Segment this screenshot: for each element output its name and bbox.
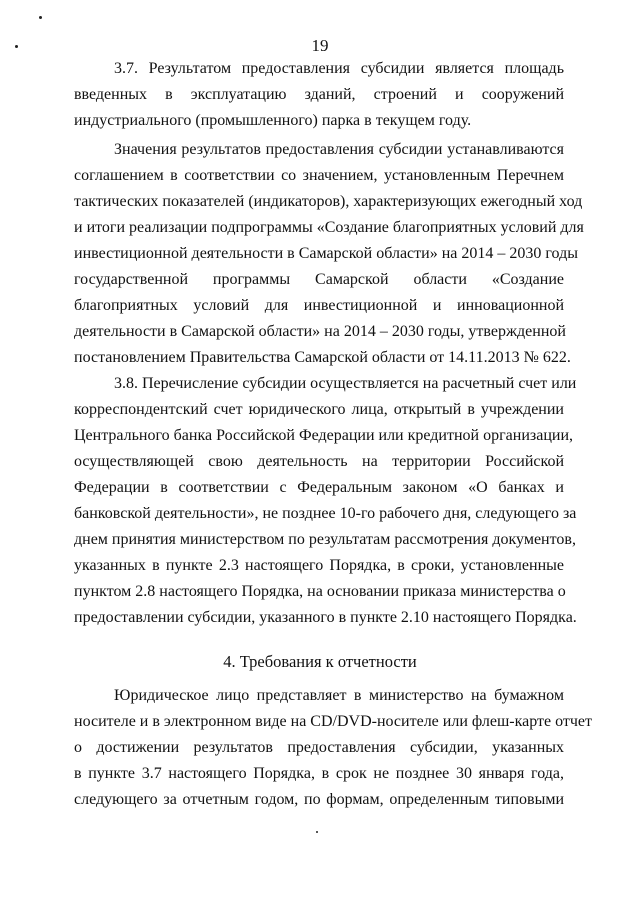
text-line: 3.7. Результатом предоставления субсидии является площадь — [114, 60, 564, 77]
text-line: предоставлении субсидии, указанного в пункте 2.10 настоящего Порядка. — [74, 609, 577, 626]
text-line: носителе и в электронном виде на CD/DVD-носителе или флеш-карте отчет — [74, 713, 593, 730]
text-line: следующего за отчетным годом, по формам, определенным типовыми — [74, 791, 564, 808]
text-line: постановлением Правительства Самарской области от 14.11.2013 № 622. — [74, 349, 571, 366]
text-line: корреспондентский счет юридического лица, открытый в учреждении — [74, 401, 564, 418]
text-line: деятельности в Самарской области» на 2014 – 2030 годы, утвержденной — [74, 323, 566, 340]
text-line: днем принятия министерством по результатам рассмотрения документов, — [74, 531, 576, 548]
text-line: Федерации в соответствии с Федеральным законом «О банках и — [74, 479, 564, 496]
text-line: соглашением в соответствии со значением, установленным Перечнем — [74, 167, 564, 184]
paragraph-result-values — [74, 137, 584, 371]
text-line: индустриального (промышленного) парка в текущем году. — [74, 112, 472, 129]
text-line: указанных в пункте 2.3 настоящего Порядка, в сроки, установленные — [74, 557, 564, 574]
text-line: Значения результатов предоставления субсидии устанавливаются — [114, 141, 564, 158]
scan-speck — [316, 831, 318, 833]
text-line: 3.8. Перечисление субсидии осуществляется на расчетный счет или — [114, 375, 577, 392]
section-heading: 4. Требования к отчетности — [223, 652, 417, 671]
text-line: тактических показателей (индикаторов), характеризующих ежегодный ход — [74, 193, 583, 210]
text-line: инвестиционной деятельности в Самарской области» на 2014 – 2030 годы — [74, 245, 578, 262]
paragraph-3-7 — [74, 56, 564, 134]
paragraph-4 — [74, 683, 593, 813]
text-line: Центрального банка Российской Федерации или кредитной организации, — [74, 427, 573, 444]
text-line: введенных в эксплуатацию зданий, строений и сооружений — [74, 86, 564, 103]
text-line: Юридическое лицо представляет в министерство на бумажном — [114, 687, 564, 704]
text-line: банковской деятельности», не позднее 10-го рабочего дня, следующего за — [74, 505, 577, 522]
text-line: благоприятных условий для инвестиционной и инновационной — [74, 297, 564, 314]
paragraph-3-8 — [74, 371, 577, 631]
text-line: осуществляющей свою деятельность на территории Российской — [74, 453, 564, 470]
text-line: и итоги реализации подпрограммы «Создание благоприятных условий для — [74, 219, 584, 236]
text-line: государственной программы Самарской области «Создание — [74, 271, 564, 288]
text-line: пунктом 2.8 настоящего Порядка, на основании приказа министерства о — [74, 583, 566, 600]
scan-speck — [39, 16, 42, 19]
text-line: в пункте 3.7 настоящего Порядка, в срок не позднее 30 января года, — [74, 765, 564, 782]
text-line: о достижении результатов предоставления субсидии, указанных — [74, 739, 564, 756]
page-number: 19 — [311, 36, 329, 55]
